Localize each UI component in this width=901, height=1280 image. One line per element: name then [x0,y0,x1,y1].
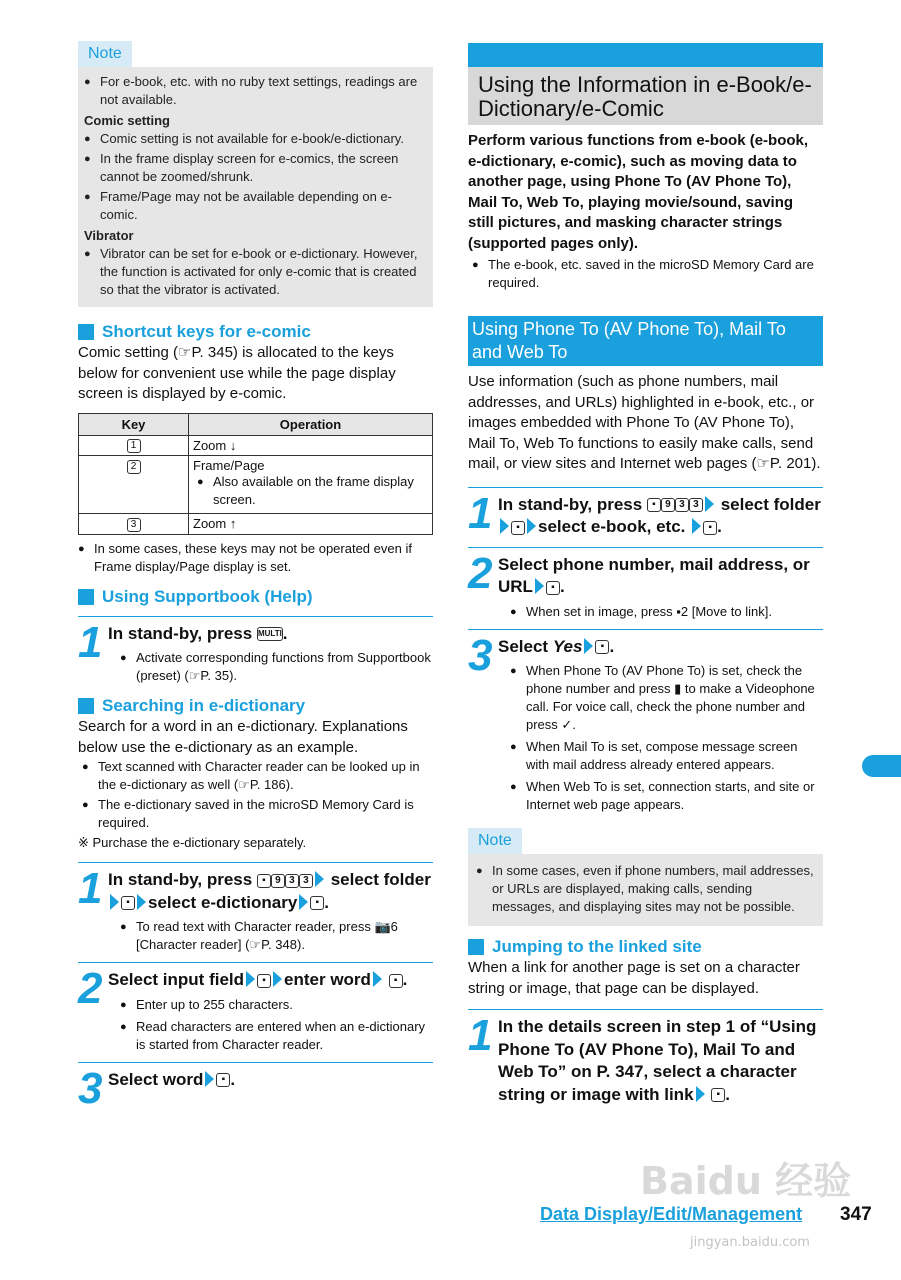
step-bullet: ● When Web To is set, connection starts, and site or Internet web page appears. [510,778,823,814]
section-heading-support: Using Supportbook (Help) [78,586,433,608]
chapter-index-tab [862,755,901,777]
table-cell-key [79,456,189,514]
op-label: Frame/Page [193,458,265,474]
key-3-icon: 3 [127,518,141,532]
step-1 [468,487,823,539]
note-subtitle: Comic setting [84,113,170,128]
note-bullet: ● Frame/Page may not be available depending on e-comic. [84,188,427,224]
step-text-part: select [148,892,197,912]
note-box [78,67,433,307]
step-text [108,623,433,646]
table-cell-op: Zoom ↑ [189,514,433,535]
paragraph: Comic setting (☞P. 345) is allocated to the keys below for convenient use while the page display screen is displayed by e-comic. [78,344,396,402]
step-bullet: ● When set in image, press ▪2 [Move to link]. [510,603,823,621]
bullet: ● The e-dictionary saved in the microSD Memory Card is required. [82,796,433,832]
table-cell-key [79,514,189,535]
step-text-part: In stand-by, press [498,494,643,514]
step-text-part: In the details screen in step 1 of “Using Phone To (AV Phone To), Mail To and Web To” on P. 347, select a character string or image with link [498,1017,817,1104]
intro-paragraph: Perform various functions from e-book (e-book, e-dictionary, e-comic), such as moving data to another page, using Phone To (AV Phone To), Mail To, Web To, playing movie/sound, saving still pictures, and masking character strings (supported pages only). [468,132,809,252]
step-option-yes: Yes [552,636,583,656]
table-cell-op: Zoom ↓ [189,435,433,456]
step-3 [78,1062,433,1113]
step-text-part: Select [498,636,549,656]
step-3 [468,629,823,815]
arrow-icon [705,496,714,512]
op-bullet: ● Also available on the frame display screen. [197,473,428,509]
step-bullet: ● Activate corresponding functions from Supportbook (preset) (☞P. 35). [120,649,433,685]
note-bullet: ● In the frame display screen for e-comics, the screen cannot be zoomed/shrunk. [84,150,427,186]
watermark-url: jingyan.baidu.com [690,1235,810,1250]
paragraph: Use information (such as phone numbers, mail addresses, and URLs) highlighted in e-book, etc., or images embedded with Phone To (AV Phone To), Mail To, Web To functions to easily make calls, send mail, or view sites and Internet web pages (☞P. 201). [468,373,821,472]
arrow-icon [299,894,308,910]
arrow-icon [246,971,255,987]
step-text-part: . [282,623,288,643]
step-text-part: select e-book, etc. [538,517,686,536]
center-key-icon [257,874,271,888]
key-9-icon: 9 [661,498,675,512]
table-row [79,514,433,535]
table-cell-key [79,435,189,456]
key-3-icon: 3 [299,874,313,888]
arrow-icon [205,1071,214,1087]
bullet: ● The e-book, etc. saved in the microSD Memory Card are required. [472,256,823,292]
arrow-icon [110,894,119,910]
bullet: ● Text scanned with Character reader can be looked up in the e-dictionary as well (☞P. 186). [82,758,433,794]
note-bullet: ● In some cases, even if phone numbers, mail addresses, or URLs are displayed, making calls, sending messages, and displaying sites may not be possible. [476,862,815,916]
arrow-icon [315,871,324,887]
step-bullet: ● When Mail To is set, compose message screen with mail address already entered appears. [510,738,823,774]
step-text: Select phone number, mail address, or URL▪ . [498,554,823,599]
step-1 [78,616,433,686]
step-text: Select word▪ . [108,1069,433,1092]
step-bullet: ● When Phone To (AV Phone To) is set, check the phone number and press ▮ to make a Videophone call. For voice call, check the phone number and press ✓. [510,662,823,734]
key-9-icon: 9 [271,874,285,888]
multi-key-icon: MULTI [257,627,283,641]
step-text-part: Select phone number, mail address, or URL [498,554,810,596]
step-bullet: ● To read text with Character reader, press 📷6 [Character reader] (☞P. 348). [120,918,433,954]
note-box [468,854,823,926]
center-key-icon [546,581,560,595]
watermark-logo: Baidu 经验 [640,1159,852,1203]
step-number: 1 [78,617,103,667]
step-text-part: Select input field [108,970,245,990]
step-text: In the details screen in step 1 of “Using Phone To (AV Phone To), Mail To and Web To” on P. 347, select a character string or image with link ▪ . [498,1016,823,1106]
center-key-icon [595,640,609,654]
table-cell-op [189,456,433,514]
right-column [468,43,823,1106]
arrow-icon [137,894,146,910]
purchase-note: ※ Purchase the e-dictionary separately. [78,835,307,851]
step-text: In stand-by, press ▪ 9 3 3 select folder▪select e-book, etc. ▪ . [498,494,823,539]
section-heading-jump: Jumping to the linked site [468,936,823,958]
center-key-icon [511,521,525,535]
table-header-row [79,413,433,435]
note-block [468,828,823,926]
key-1-icon: 1 [127,439,141,453]
arrow-icon [696,1086,705,1102]
arrow-icon [527,518,536,534]
center-key-icon [257,974,271,988]
step-text-part: In stand-by, press [108,870,253,890]
heading-bar [468,43,823,67]
step-number: 1 [468,488,493,538]
bullet: ● In some cases, these keys may not be operated even if Frame display/Page display is set. [78,540,433,576]
note-bullet: ● For e-book, etc. with no ruby text settings, readings are not available. [84,73,427,109]
arrow-icon [692,518,701,534]
step-text: In stand-by, press ▪ 9 3 3 select folder▪select e-dictionary▪ . [108,869,433,914]
step-number: 1 [78,864,103,914]
step-bullet: ● Read characters are entered when an e-dictionary is started from Character reader. [120,1018,433,1054]
center-key-icon [647,498,661,512]
arrow-icon [500,518,509,534]
center-key-icon [711,1088,725,1102]
center-key-icon [121,896,135,910]
step-bullet: ● Enter up to 255 characters. [120,996,433,1014]
arrow-icon [584,638,593,654]
left-column [78,41,433,1113]
note-tab: Note [78,41,132,67]
center-key-icon [703,521,717,535]
key-2-icon: 2 [127,460,141,474]
footer-section-link[interactable]: Data Display/Edit/Management [540,1204,803,1224]
step-2 [468,547,823,621]
step-text: Select Yes▪ . [498,636,823,659]
shortcut-table [78,413,433,535]
step-number: 2 [468,548,493,598]
section-heading-shortcut: Shortcut keys for e-comic [78,321,433,343]
step-number: 2 [78,964,103,1014]
step-number: 1 [468,1011,493,1060]
center-key-icon [310,896,324,910]
step-text-part: enter word [284,970,371,990]
step-number: 3 [468,630,493,680]
center-key-icon [389,974,403,988]
step-1 [468,1009,823,1106]
table-row [79,435,433,456]
table-header: Key [79,413,189,435]
table-row [79,456,433,514]
section-heading-search: Searching in e-dictionary [78,695,433,717]
step-text-part: e-dictionary [200,892,298,912]
note-subtitle: Vibrator [84,228,134,243]
step-text: Select input field▪ enter word ▪ . [108,969,433,992]
arrow-icon [373,971,382,987]
page-title: Using the Information in e-Book/e-Dictionary/e-Comic [468,67,823,125]
center-key-icon [216,1073,230,1087]
arrow-icon [273,971,282,987]
paragraph: Search for a word in an e-dictionary. Explanations below use the e-dictionary as an example. [78,718,408,756]
step-number: 3 [78,1063,103,1113]
key-3-icon: 3 [285,874,299,888]
arrow-icon [535,578,544,594]
page-number: 347 [840,1204,872,1225]
note-tab: Note [468,828,522,854]
step-1 [78,862,433,954]
paragraph: When a link for another page is set on a character string or image, that page can be displayed. [468,959,800,997]
note-bullet: ● Vibrator can be set for e-book or e-dictionary. However, the function is activated for only e-comic that is created so that the vibrator is activated. [84,245,427,299]
key-3-icon: 3 [675,498,689,512]
key-3-icon: 3 [689,498,703,512]
note-bullet: ● Comic setting is not available for e-book/e-dictionary. [84,130,427,148]
step-text-part: In stand-by, press [108,623,253,643]
table-header: Operation [189,413,433,435]
step-text-part: select folder [720,494,821,514]
subsection-heading: Using Phone To (AV Phone To), Mail To and Web To [468,316,823,366]
step-text-part: select folder [330,870,431,890]
step-text-part: Select word [108,1069,204,1089]
step-2 [78,962,433,1054]
